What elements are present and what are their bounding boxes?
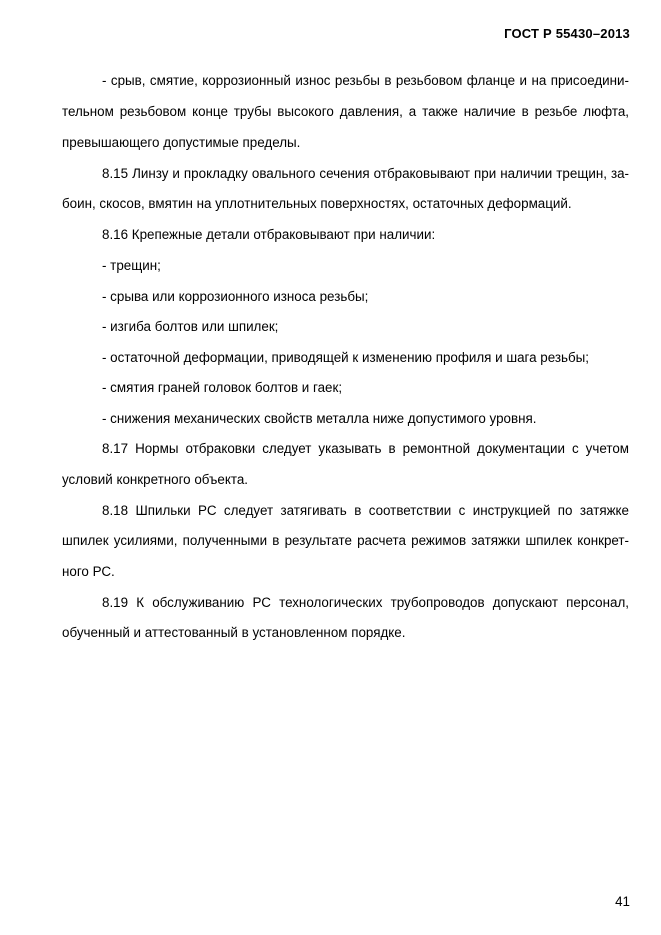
- list-item: - изгиба болтов или шпилек;: [102, 319, 279, 334]
- text-line: шпилек усилиями, полученными в результате расчета режимов затяжки шпилек конкрет-: [62, 533, 629, 548]
- list-item: - смятия граней головок болтов и гаек;: [102, 380, 343, 395]
- text-line: 8.15 Линзу и прокладку овального сечения отбраковывают при наличии трещин, за-: [102, 166, 629, 181]
- list-item: - остаточной деформации, приводящей к изменению профиля и шага резьбы;: [102, 350, 590, 365]
- list-item: - трещин;: [102, 258, 161, 273]
- text-line: ного РС.: [62, 564, 115, 579]
- text-line: превышающего допустимые пределы.: [62, 135, 301, 150]
- page-number: 41: [615, 894, 630, 909]
- text-line: 8.16 Крепежные детали отбраковывают при наличии:: [102, 227, 436, 242]
- text-line: тельном резьбовом конце трубы высокого давления, а также наличие в резьбе люфта,: [62, 104, 629, 119]
- document-code-header: ГОСТ Р 55430–2013: [504, 26, 630, 41]
- text-line: - срыв, смятие, коррозионный износ резьбы в резьбовом фланце и на присоедини-: [102, 73, 629, 88]
- text-line: 8.18 Шпильки РС следует затягивать в соответствии с инструкцией по затяжке: [102, 503, 629, 518]
- text-line: условий конкретного объекта.: [62, 472, 248, 487]
- text-line: боин, скосов, вмятин на уплотнительных поверхностях, остаточных деформаций.: [62, 196, 572, 211]
- list-item: - срыва или коррозионного износа резьбы;: [102, 289, 369, 304]
- text-line: 8.17 Нормы отбраковки следует указывать в ремонтной документации с учетом: [102, 441, 629, 456]
- text-line: обученный и аттестованный в установленном порядке.: [62, 625, 406, 640]
- text-line: 8.19 К обслуживанию РС технологических трубопроводов допускают персонал,: [102, 595, 629, 610]
- list-item: - снижения механических свойств металла ниже допустимого уровня.: [102, 411, 537, 426]
